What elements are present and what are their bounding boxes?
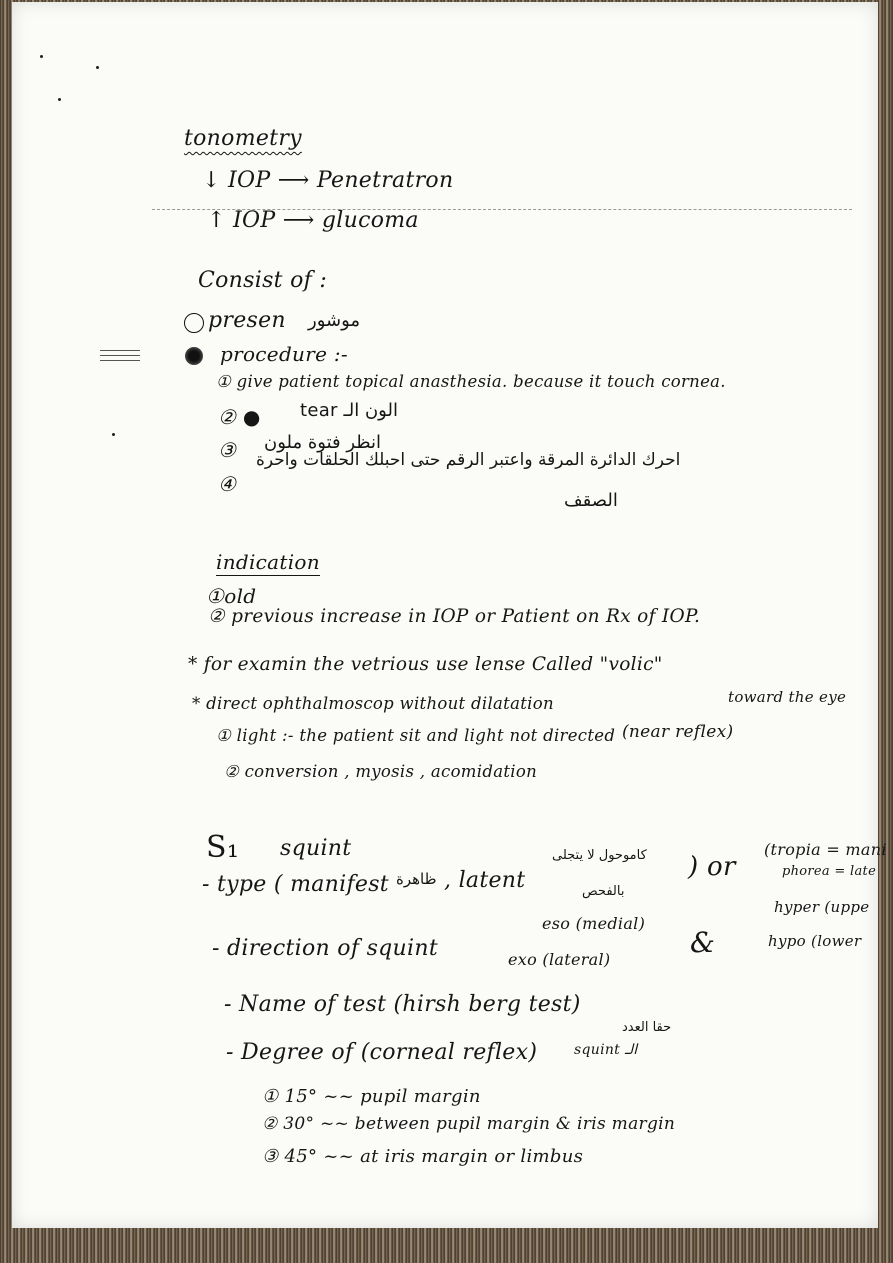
light-reflex-2: ② conversion , myosis , acomidation [224,762,538,781]
latent-arabic-2: بالفحص [582,884,625,899]
procedure-step-4-mark: ④ [218,472,237,496]
star-bullet-icon [184,313,204,333]
direction-line: - direction of squint [212,936,438,961]
near-reflex: (near reflex) [622,722,734,742]
latent-line: , latent [444,868,526,893]
hyper: hyper (uppe [774,898,870,916]
direct-ophthalmoscope: * direct ophthalmoscop without dilatation [192,694,554,713]
low-iop-line: ↓ IOP ⟶ Penetratron [202,168,454,193]
heading-squint: squint [280,836,352,861]
procedure-step-3-mark: ③ [218,438,237,462]
degree-squint: squint الـ [574,1042,638,1058]
ink-speck [112,433,115,436]
procedure-step-2-text: الون الـ tear [300,400,398,421]
procedure-step-4-text: احرك الدائرة المرقة واعتبر الرقم حتى احبلك الحلقات واحرة [256,450,681,470]
eso: eso (medial) [542,914,646,933]
degree-line: - Degree of (corneal reflex) [226,1040,538,1065]
procedure-step-3-text: انظر فتوة ملون [264,432,382,453]
ampersand: & [690,926,716,959]
indication-2: ② previous increase in IOP or Patient on Rx of IOP. [208,606,701,627]
type-line: - type ( manifest [202,872,389,897]
or-line: ) or [688,852,736,882]
test-name: - Name of test (hirsh berg test) [224,992,581,1017]
degree-15: ① 15° ~~ pupil margin [262,1086,481,1107]
filled-bullet-icon [185,347,203,365]
margin-mark [100,360,140,361]
heading-indication: indication [216,550,320,574]
procedure-step-1: ① give patient topical anasthesia. because it touch cornea. [216,372,726,391]
degree-arabic: حقا العدد [622,1020,672,1035]
ink-speck [96,66,99,69]
procedure: procedure :- [220,342,348,366]
direct-toward-eye: toward the eye [728,688,847,706]
high-iop-line: ↑ IOP ⟶ glucoma [207,208,419,233]
heading-s1: S₁ [206,830,240,865]
ink-speck [58,98,61,101]
ink-speck [40,55,43,58]
margin-mark [100,350,140,351]
exo: exo (lateral) [508,950,611,969]
presen-arabic: موشور [308,310,361,331]
latent-arabic: كاموحول لا يتجلى [552,848,647,863]
type-arabic: ظاهرة [396,870,437,888]
procedure-step-2-mark: ② ● [218,405,261,429]
procedure-step-4-text-cont: الصقف [564,490,618,511]
notebook-page [12,2,887,1228]
presen: presen [208,308,286,333]
heading-tonometry: tonometry [184,126,302,151]
degree-30: ② 30° ~~ between pupil margin & iris margin [262,1114,676,1134]
indication-1: ①old [206,584,257,608]
consist-of: Consist of : [198,268,328,293]
light-reflex-1: ① light :- the patient sit and light not directed [216,726,616,745]
vetrious-note: * for examin the vetrious use lense Called "volic" [188,654,663,675]
hypo: hypo (lower [768,932,862,950]
margin-mark [100,355,140,356]
tropia: (tropia = mani [764,840,887,859]
degree-45: ③ 45° ~~ at iris margin or limbus [262,1146,584,1167]
phorea: phorea = late [782,864,877,879]
